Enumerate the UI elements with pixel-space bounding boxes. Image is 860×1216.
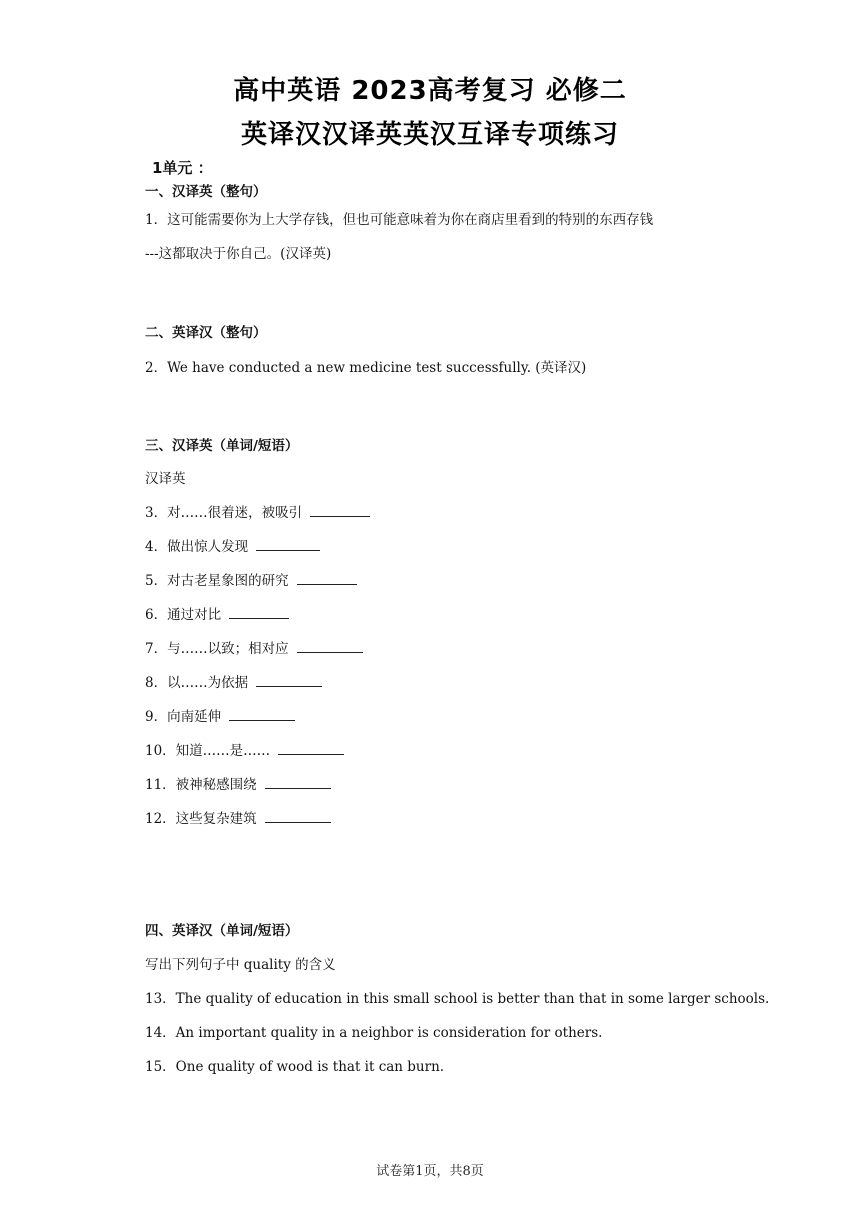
title-line-2: 英译汉汉译英英汉互译专项练习 — [240, 120, 619, 150]
question-item — [145, 501, 370, 521]
question-text: 7．与……以致；相对应 — [145, 641, 289, 657]
answer-blank[interactable] — [265, 810, 331, 823]
question-1-line-1: 1．这可能需要你为上大学存钱，但也可能意味着为你在商店里看到的特别的东西存钱 — [145, 212, 654, 228]
section-3-heading: 三、汉译英（单词/短语） — [145, 438, 299, 454]
question-text: 10．知道……是…… — [145, 743, 271, 759]
section-1-heading: 一、汉译英（整句） — [145, 184, 267, 200]
section-4-heading: 四、英译汉（单词/短语） — [145, 923, 299, 939]
question-item — [145, 671, 322, 691]
question-2: 2．We have conducted a new medicine test successfully. (英译汉) — [145, 360, 587, 376]
title-line-1: 高中英语 2023高考复习 必修二 — [233, 76, 627, 106]
question-text: 4．做出惊人发现 — [145, 539, 249, 555]
question-14: 14．An important quality in a neighbor is consideration for others. — [145, 1025, 603, 1041]
question-13: 13．The quality of education in this small school is better than that in some larger schools. — [145, 991, 770, 1007]
question-text: 12．这些复杂建筑 — [145, 811, 257, 827]
question-item — [145, 535, 320, 555]
question-text: 11．被神秘感围绕 — [145, 777, 257, 793]
question-item — [145, 569, 357, 589]
question-item — [145, 739, 344, 759]
question-item — [145, 807, 331, 827]
question-text: 3．对……很着迷，被吸引 — [145, 505, 303, 521]
section-2-heading: 二、英译汉（整句） — [145, 325, 267, 341]
question-item — [145, 773, 331, 793]
question-text: 8．以……为依据 — [145, 675, 249, 691]
unit-label: 1单元 ： — [152, 159, 213, 177]
answer-blank[interactable] — [229, 606, 289, 619]
question-text: 5．对古老星象图的研究 — [145, 573, 289, 589]
answer-blank[interactable] — [229, 708, 295, 721]
question-item — [145, 705, 295, 725]
question-text: 6．通过对比 — [145, 607, 222, 623]
question-item — [145, 603, 289, 623]
answer-blank[interactable] — [256, 674, 322, 687]
page-footer: 试卷第1页，共8页 — [376, 1164, 484, 1179]
answer-blank[interactable] — [310, 504, 370, 517]
answer-blank[interactable] — [256, 538, 320, 551]
section-4-intro: 写出下列句子中 quality 的含义 — [145, 957, 336, 973]
answer-blank[interactable] — [265, 776, 331, 789]
question-text: 9．向南延伸 — [145, 709, 222, 725]
answer-blank[interactable] — [297, 640, 363, 653]
answer-blank[interactable] — [297, 572, 357, 585]
question-15: 15．One quality of wood is that it can burn. — [145, 1059, 445, 1075]
question-1-line-2: ---这都取决于你自己。(汉译英) — [145, 246, 332, 262]
question-item — [145, 637, 363, 657]
answer-blank[interactable] — [278, 742, 344, 755]
section-3-intro: 汉译英 — [145, 471, 186, 487]
